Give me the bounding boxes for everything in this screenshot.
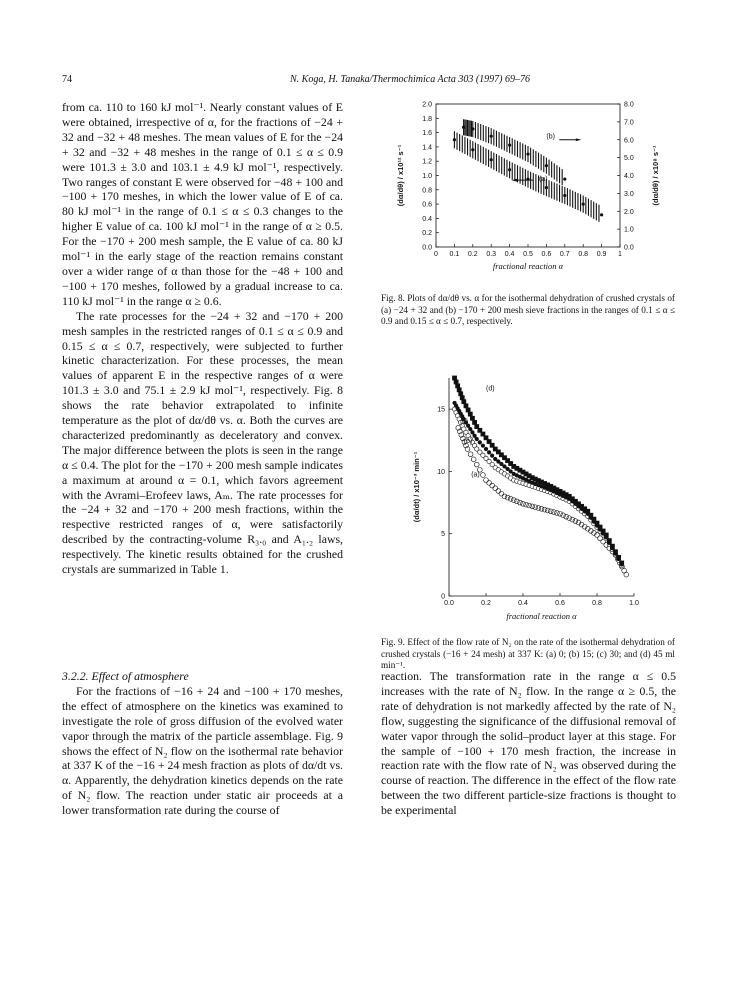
data-point [624, 572, 629, 577]
section-heading: 3.2.2. Effect of atmosphere [62, 669, 189, 683]
data-point [490, 135, 493, 138]
x-tick-label: 0.4 [504, 251, 515, 258]
data-point [563, 194, 566, 197]
data-point [481, 444, 485, 448]
data-point [493, 457, 497, 461]
y-left-axis-label: (dα/dθ) / x10¹² s⁻¹ [396, 144, 405, 207]
x-tick-label: 0.3 [486, 251, 497, 258]
data-point [473, 434, 477, 438]
data-point [487, 451, 491, 455]
y-tick-label: 15 [437, 406, 445, 414]
data-point [564, 514, 569, 519]
y-left-tick-label: 2.0 [422, 101, 432, 109]
data-point [496, 489, 501, 494]
section-paragraph-left: For the fractions of −16 + 24 and −100 + 170 meshes, the effect of atmosphere on the kinetics was examined to investigate the role of gross diffusion of the evolved water vapor through the matrix of the particle assemblage. Fig. 9 shows the effect of N₂ flow on the isothermal rate behavior at 337 K of the −16 + 24 mesh fraction as plots of dα/dt vs. α. Apparently, the dehydration kinetics depends on the rate of N₂ flow. The reaction under static air proceeds at a lower transformation rate during the course of [62, 683, 343, 818]
data-point [536, 506, 541, 511]
x-tick-label: 1 [618, 251, 622, 258]
data-point [558, 511, 563, 516]
x-tick-label: 0.8 [578, 251, 589, 258]
data-point [561, 513, 566, 518]
x-tick-label: 0.7 [559, 251, 570, 258]
data-point [499, 491, 504, 496]
data-point [563, 177, 566, 180]
data-point [555, 511, 560, 516]
y-left-tick-label: 0.2 [422, 230, 432, 238]
arrow-b-head [576, 138, 582, 141]
annotation-a: (a) [539, 176, 548, 184]
data-point [502, 494, 507, 499]
data-point [497, 460, 501, 464]
y-right-tick-label: 7.0 [624, 119, 634, 127]
data-point [511, 498, 516, 503]
page-number: 74 [62, 74, 72, 85]
data-point [509, 470, 513, 474]
left-column [62, 100, 343, 577]
data-point [471, 127, 474, 130]
data-point [470, 416, 475, 421]
y-right-tick-label: 1.0 [624, 226, 634, 234]
data-point [567, 516, 572, 521]
figure-9-chart [381, 372, 681, 632]
data-point [481, 473, 486, 478]
x-tick-label: 0.6 [541, 251, 552, 258]
data-point [490, 483, 495, 488]
data-point [539, 506, 544, 511]
annotation-b: (b) [546, 133, 555, 141]
data-point [484, 478, 489, 483]
x-tick-label: 0.0 [444, 600, 454, 607]
data-point [582, 203, 585, 206]
data-point [508, 144, 511, 147]
section-paragraph-right: reaction. The transformation rate in the range α ≤ 0.5 increases with the rate of N₂ flow. In the range α ≥ 0.5, the rate of dehydration is not markedly affected by the rate of N₂ flow, suggesting the significance of the diffusional removal of water vapor through the solid–product layer at this stage. For the sample of −100 + 170 mesh fraction, the increase in reaction rate with the flow rate of N₂ was observed during the course of reaction. The difference in the effect of the flow rate between the two different particle-size fractions is thought to be experimental [381, 669, 676, 818]
annotation-c: (c) [460, 419, 469, 427]
y-left-tick-label: 1.0 [422, 173, 432, 180]
data-point [490, 454, 494, 458]
x-axis-label: fractional reaction α [506, 611, 577, 621]
running-header: N. Koga, H. Tanaka/Thermochimica Acta 303 (1997) 69–76 [290, 74, 530, 85]
data-point [524, 502, 529, 507]
y-left-tick-label: 0.4 [422, 215, 432, 223]
y-left-tick-label: 1.2 [422, 158, 432, 166]
y-left-tick-label: 0.8 [422, 187, 432, 195]
y-left-tick-label: 1.8 [422, 115, 432, 123]
y-left-tick-label: 1.6 [422, 130, 432, 138]
x-tick-label: 0.6 [555, 600, 565, 607]
figure-9-caption: Fig. 9. Effect of the flow rate of N₂ on the rate of the isothermal dehydration of crushed crystals (−16 + 24 mesh) at 337 K: (a) 0; (b) 15; (c) 30; and (d) 45 ml min⁻¹. [381, 637, 675, 671]
data-point [471, 148, 474, 151]
y-right-tick-label: 0.0 [624, 244, 634, 252]
data-point [542, 507, 547, 512]
data-point [468, 412, 473, 417]
data-point [600, 213, 603, 216]
data-point [461, 399, 466, 404]
data-point [464, 403, 469, 408]
annotation-a: (a) [471, 471, 480, 479]
data-point [508, 168, 511, 171]
data-point [526, 152, 529, 155]
y-right-tick-label: 8.0 [624, 101, 634, 109]
data-point [551, 510, 556, 515]
y-left-tick-label: 0.0 [422, 244, 432, 252]
series-a [456, 425, 629, 577]
figure-8-chart [381, 98, 681, 283]
data-point [472, 420, 477, 425]
data-point [453, 138, 456, 141]
section-left-column [62, 669, 343, 818]
y-axis-label: (dα/dt) / x10⁻³ min⁻¹ [412, 451, 421, 523]
x-tick-label: 0 [434, 251, 438, 258]
data-point [619, 561, 624, 566]
data-point [474, 462, 479, 467]
data-point [530, 504, 535, 509]
series-a [453, 131, 603, 222]
y-right-tick-label: 6.0 [624, 137, 634, 145]
data-point [466, 408, 471, 413]
data-point [573, 519, 578, 524]
y-right-tick-label: 3.0 [624, 190, 634, 198]
annotation-d: (d) [486, 385, 495, 393]
data-point [490, 158, 493, 161]
data-point [503, 465, 507, 469]
data-point [475, 437, 479, 441]
x-tick-label: 0.2 [467, 251, 478, 258]
y-left-tick-label: 0.6 [422, 201, 432, 209]
data-point [616, 555, 621, 560]
data-point [610, 544, 615, 549]
y-tick-label: 0 [441, 593, 445, 601]
data-point [478, 441, 482, 445]
y-tick-label: 10 [437, 468, 445, 476]
x-tick-label: 0.1 [449, 251, 460, 258]
y-right-tick-label: 2.0 [624, 208, 634, 216]
x-axis-label: fractional reaction α [492, 261, 564, 271]
data-point [505, 495, 510, 500]
y-right-tick-label: 4.0 [624, 173, 634, 180]
x-tick-label: 0.4 [518, 600, 528, 607]
data-point [493, 486, 498, 491]
data-point [468, 427, 472, 431]
data-point [471, 457, 476, 462]
paragraph-2: The rate processes for the −24 + 32 and −170 + 200 mesh samples in the restricted ranges of 0.1 ≤ α ≤ 0.9 and 0.15 ≤ α ≤ 0.7, respectively, were subjected to further kinetic characterization. For these processes, the mean values of apparent E in the respective ranges of α were 101.3 ± 3.0 and 75.1 ± 2.9 kJ mol⁻¹, respectively. Fig. 8 shows the rate behavior extrapolated to infinite temperature as the plot of dα/dθ vs. α. Both the curves are characterized predominantly as deceleratory and convex. The major difference between the plots is seen in the range α ≤ 0.4. The plot for the −170 + 200 mesh sample indicates a maximum at around α = 0.1, which favors agreement with the Avrami–Erofeev laws, Aₘ. The rate processes for the −24 + 32 and −170 + 200 mesh fractions, within the respective restricted ranges of α, were satisfactorily described by the contracting-volume R₃.₀ and A₁.₂ laws, respectively. The kinetic results obtained for the crushed crystals are summarized in Table 1. [62, 308, 343, 577]
data-point [545, 164, 548, 167]
x-tick-label: 1.0 [629, 600, 639, 607]
data-point [604, 533, 609, 538]
data-point [508, 496, 513, 501]
data-point [613, 549, 618, 554]
y-left-tick-label: 1.4 [422, 144, 432, 152]
paragraph-1: from ca. 110 to 160 kJ mol⁻¹. Nearly constant values of E were obtained, irrespective of α, for the fractions of −24 + 32 and −32 + 48 meshes. The mean values of E for the −24 + 32 and −32 + 48 meshes in the range of 0.1 ≤ α ≤ 0.9 were 101.3 ± 3.0 and 103.1 ± 4.9 kJ mol⁻¹, respectively. Two ranges of constant E were observed for −48 + 100 and −100 + 170 meshes, in which the lower value of E of ca. 80 kJ mol⁻¹ in the range of 0.1 ≤ α ≤ 0.3 changes to the higher E value of ca. 100 kJ mol⁻¹ in the range of α ≥ 0.5. For the −170 + 200 mesh sample, the E value of ca. 80 kJ mol⁻¹ in the early stage of the reaction remains constant over a wider range of α than those for the −48 + 100 and −100 + 170 meshes, followed by a gradual increase to ca. 110 kJ mol⁻¹ in the range α ≥ 0.6. [62, 100, 343, 308]
data-point [527, 503, 532, 508]
data-point [468, 452, 473, 457]
figure-8-caption: Fig. 8. Plots of dα/dθ vs. α for the isothermal dehydration of crushed crystals of (a) −24 + 32 and (b) −170 + 200 mesh sieve fractions in the ranges of 0.1 ≤ α ≤ 0.9 and 0.15 ≤ α ≤ 0.7, respectively. [381, 293, 675, 327]
y-tick-label: 5 [441, 531, 445, 539]
data-point [506, 467, 510, 471]
x-tick-label: 0.9 [596, 251, 607, 258]
data-point [518, 500, 523, 505]
y-right-axis-label: (dα/dθ) / x10⁸ s⁻¹ [651, 145, 660, 206]
data-point [487, 480, 492, 485]
data-point [484, 447, 488, 451]
data-point [533, 505, 538, 510]
annotation-b: (b) [463, 437, 473, 445]
data-point [462, 126, 465, 129]
data-point [521, 501, 526, 506]
x-tick-label: 0.5 [523, 251, 533, 258]
data-point [514, 499, 519, 504]
y-right-tick-label: 5.0 [624, 155, 634, 163]
data-point [570, 517, 575, 522]
x-tick-label: 0.2 [481, 600, 491, 607]
data-point [500, 462, 504, 466]
data-point [545, 508, 550, 513]
data-point [471, 431, 475, 435]
section-right-column [381, 669, 676, 818]
data-point [545, 186, 548, 189]
x-tick-label: 0.8 [592, 600, 602, 607]
data-point [548, 509, 553, 514]
data-point [607, 538, 612, 543]
